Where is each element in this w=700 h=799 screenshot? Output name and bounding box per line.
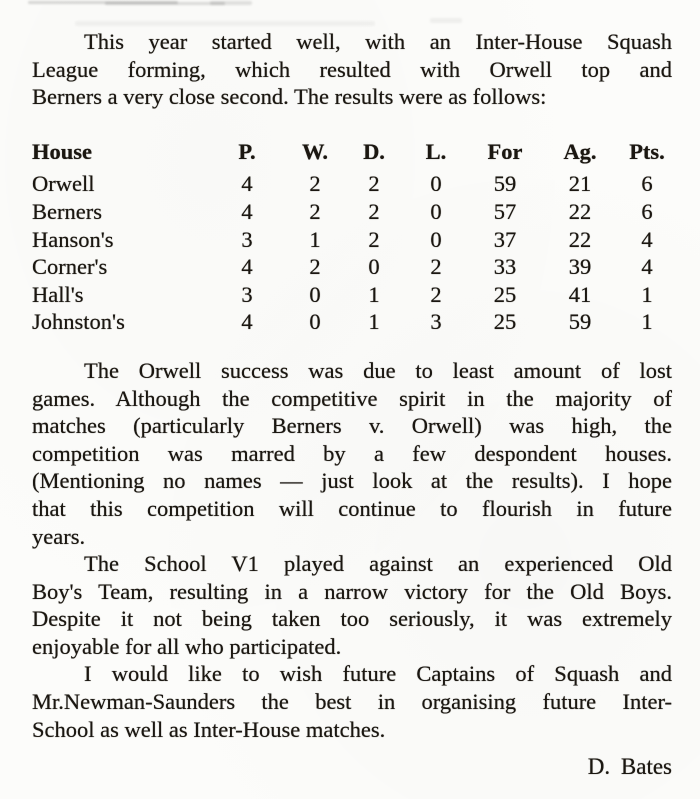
table-cell: 57 [493,198,517,224]
text-line: This year started well, with an Inter-House Squash [84,29,672,54]
text-line: Berners a very close second. The results were as follows: [32,84,547,110]
text-line: League forming, which resulted with Orwell top and [32,56,672,82]
table-row [32,253,672,281]
table-cell: 41 [568,281,592,307]
table-cell: Orwell [32,171,95,197]
table-cell: 0 [430,226,442,252]
table-cell: 22 [568,226,592,252]
table-row [32,226,672,254]
table-cell: 4 [241,171,253,197]
text-line: that this competition will continue to flourish in future [32,495,672,521]
table-cell: 1 [641,309,653,335]
table-cell: Corner's [32,254,108,280]
table-cell: 2 [368,226,380,252]
page-content [32,0,672,781]
table-cell: 0 [368,254,380,280]
text-line: The School V1 played against an experienced Old [84,551,672,577]
table-cell: 21 [568,171,592,197]
table-cell: 4 [641,254,653,280]
table-cell: 25 [493,281,517,307]
text-line: matches (particularly Berners v. Orwell) was high, the [32,413,672,439]
table-cell: 25 [493,309,517,335]
text-line: The Orwell success was due to least amount of lost [84,357,672,383]
table-cell: 4 [641,226,653,252]
text-line: I would like to wish future Captains of Squash and [84,661,672,687]
table-cell: 3 [241,226,253,252]
table-header-row [32,138,672,166]
text-line: games. Although the competitive spirit in the majority of [32,385,672,411]
table-cell: 3 [430,309,442,335]
table-cell: 2 [430,254,442,280]
table-cell: 39 [568,254,592,280]
table-cell: 59 [568,309,592,335]
header-cell: W. [301,138,329,164]
text-line: Mr.Newman-Saunders the best in organising future Inter- [32,689,672,715]
text-line: Boy's Team, resulting in a narrow victory for the Old Boys. [32,578,672,604]
table-cell: Hanson's [32,226,114,252]
table-cell: 22 [568,198,592,224]
table-row [32,170,672,198]
table-row [32,308,672,336]
text-line: (Mentioning no names — just look at the results). I hope [32,468,672,494]
body-paragraph [32,660,672,743]
table-row [32,198,672,226]
text-line: Despite it not being taken too seriously, it was extremely [32,606,672,632]
header-cell: D. [363,138,385,164]
intro-paragraph [32,28,672,111]
table-cell: 2 [309,254,321,280]
table-row [32,281,672,309]
table-cell: 2 [368,171,380,197]
table-cell: 2 [430,281,442,307]
table-cell: 4 [241,254,253,280]
header-cell: Ag. [563,138,597,164]
table-cell: Berners [32,198,102,224]
author-signature: D. Bates [587,754,672,780]
table-cell: 1 [641,281,653,307]
header-cell: House [32,138,93,164]
text-line: competition was marred by a few despondent houses. [32,440,672,466]
table-cell: 33 [493,254,517,280]
table-cell: 59 [493,171,517,197]
table-cell: 6 [641,171,653,197]
table-cell: 1 [309,226,321,252]
text-line: School as well as Inter-House matches. [32,716,386,742]
table-cell: 0 [309,309,321,335]
table-cell: 2 [309,198,321,224]
table-cell: 0 [309,281,321,307]
table-cell: 3 [241,281,253,307]
table-cell: 1 [368,281,380,307]
table-cell: 4 [241,198,253,224]
header-cell: For [487,138,523,164]
table-cell: 1 [368,309,380,335]
table-cell: 4 [241,309,253,335]
table-cell: Johnston's [32,309,125,335]
table-cell: 2 [309,171,321,197]
header-cell: P. [238,138,256,164]
table-cell: 37 [493,226,517,252]
header-cell: L. [425,138,447,164]
table-cell: 6 [641,198,653,224]
text-line: years. [32,523,86,549]
table-cell: 0 [430,198,442,224]
table-cell: Hall's [32,281,84,307]
header-cell: Pts. [629,138,665,164]
table-cell: 0 [430,171,442,197]
body-paragraph [32,357,672,550]
table-cell: 2 [368,198,380,224]
results-table [32,138,672,336]
body-paragraph [32,550,672,660]
text-line: enjoyable for all who participated. [32,633,342,659]
